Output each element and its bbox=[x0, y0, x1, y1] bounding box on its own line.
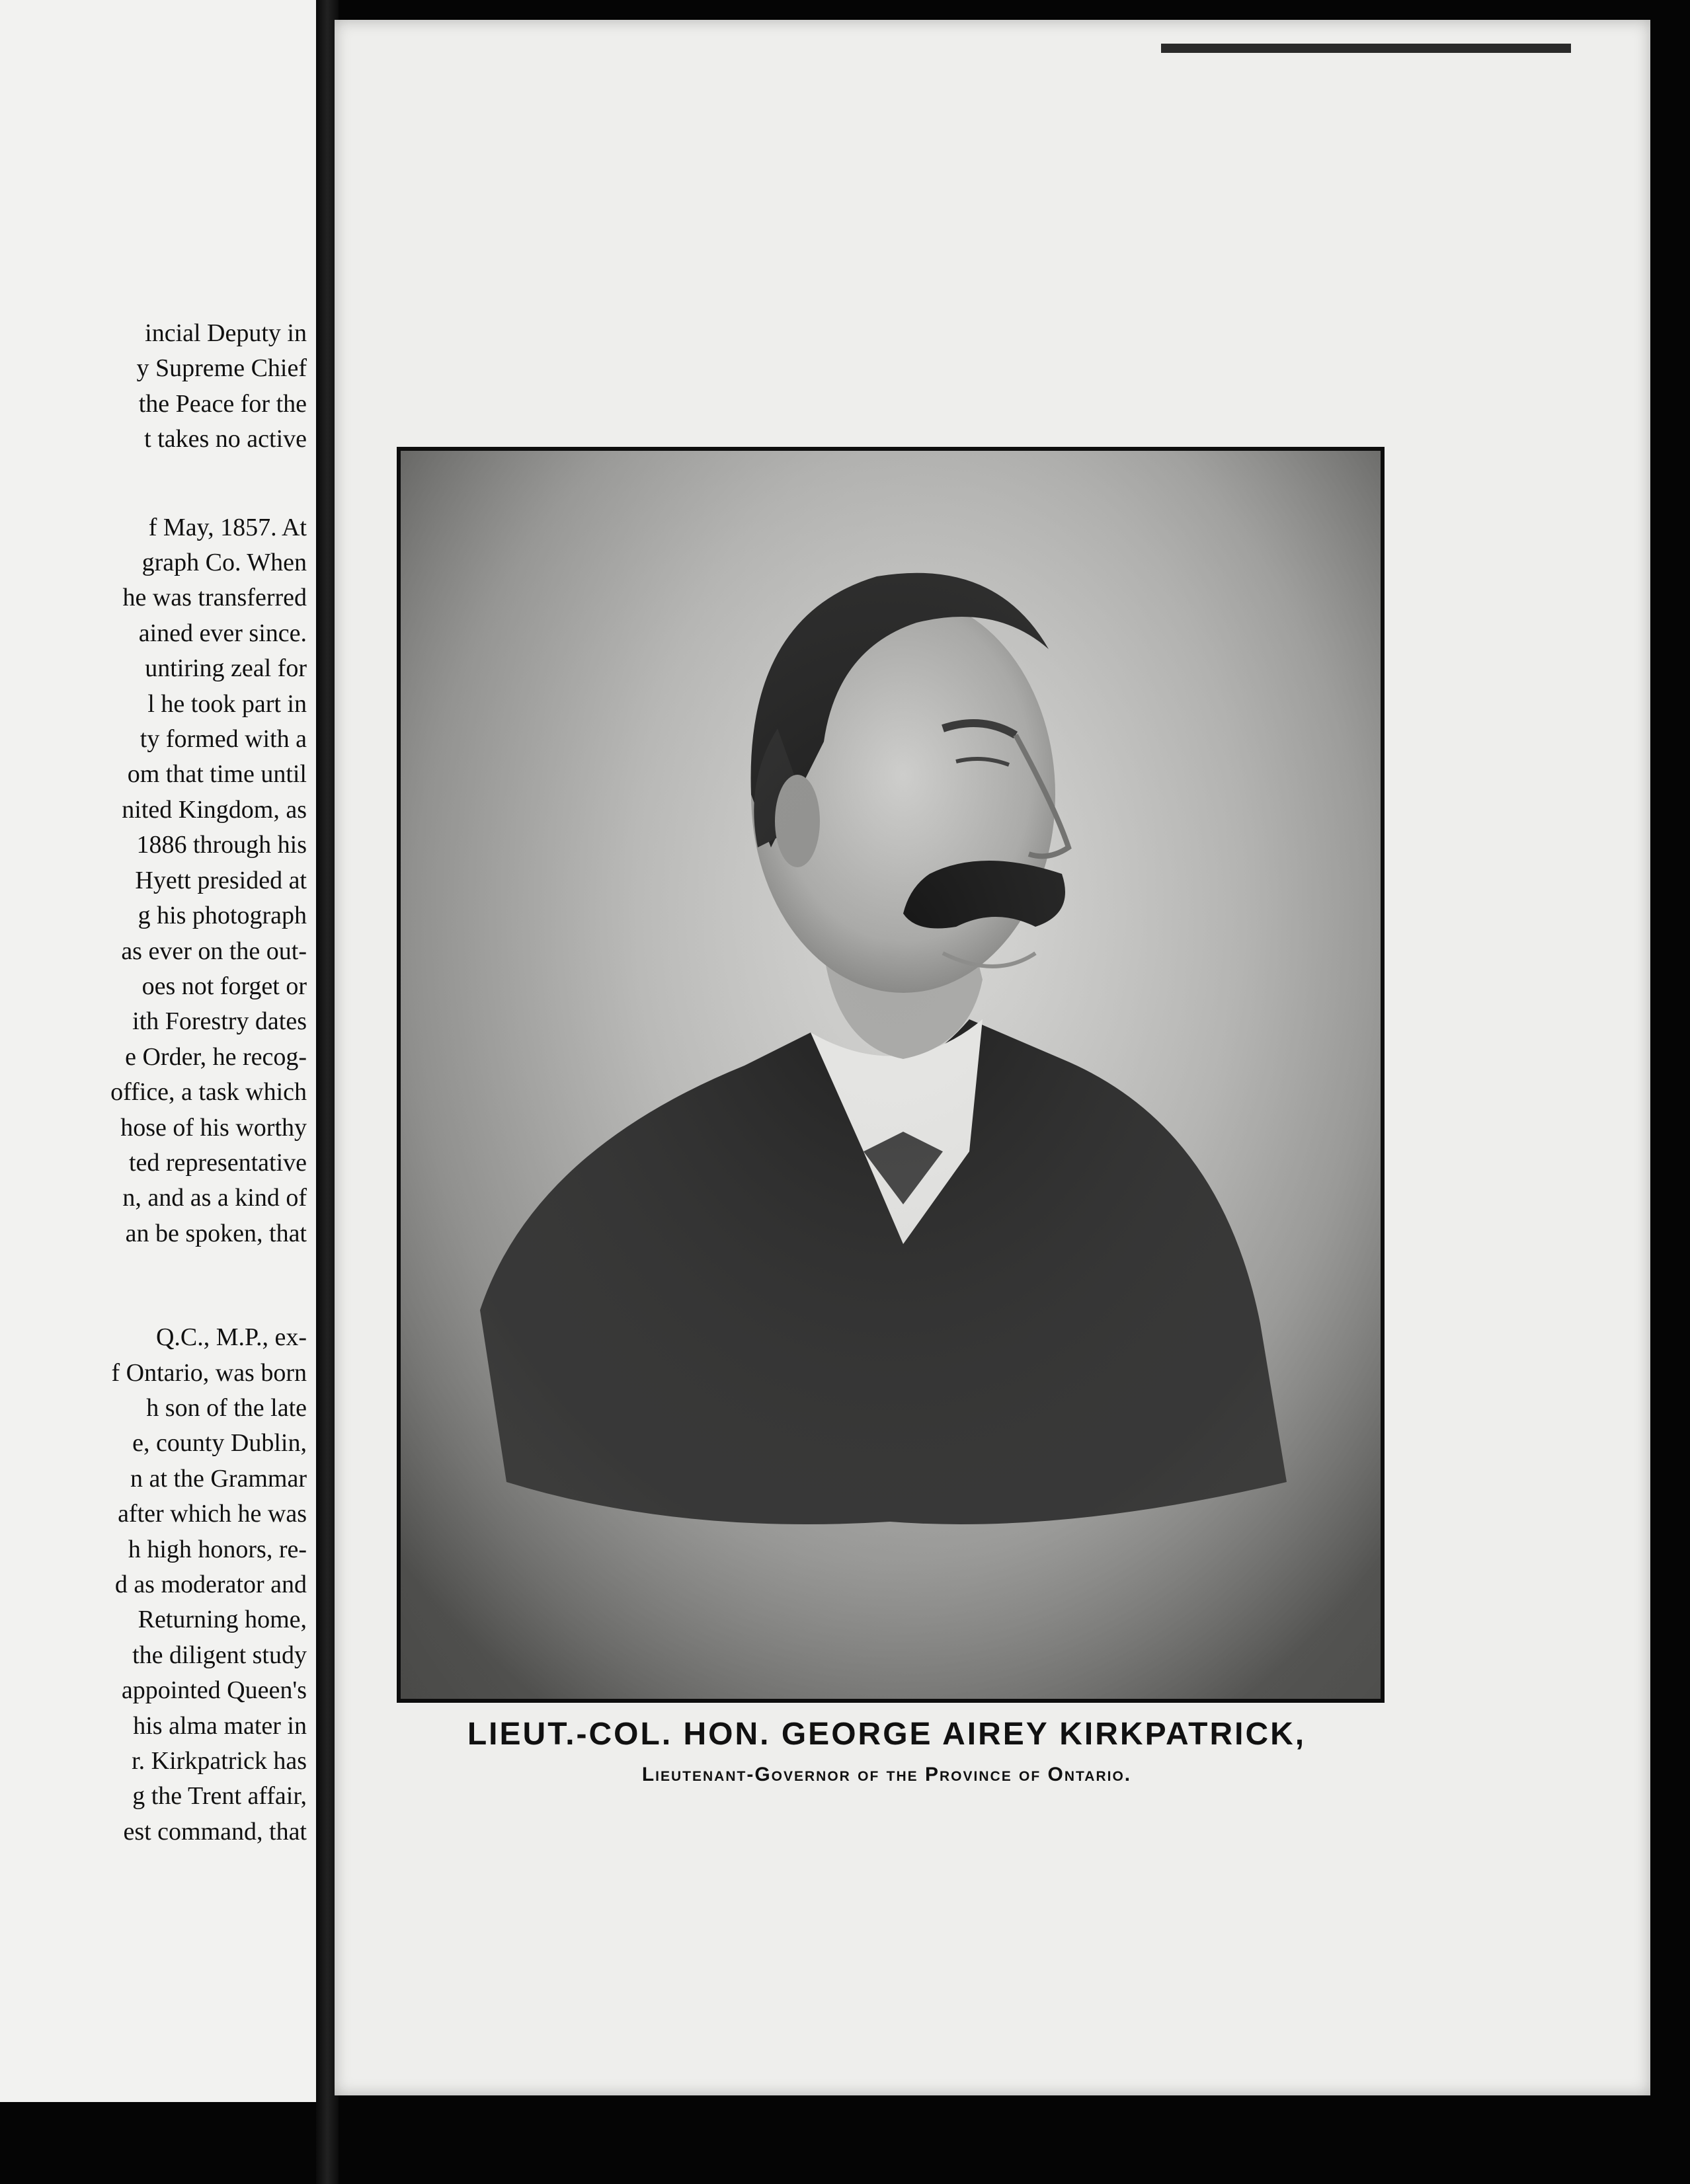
text-line: f May, 1857. At bbox=[148, 513, 307, 541]
text-line: as ever on the out- bbox=[121, 937, 307, 965]
text-line: after which he was bbox=[118, 1500, 307, 1528]
left-page-text bbox=[0, 316, 307, 1850]
top-rule bbox=[1161, 44, 1571, 53]
text-line: Q.C., M.P., ex- bbox=[155, 1323, 307, 1352]
text-line: graph Co. When bbox=[141, 549, 307, 577]
text-line: h high honors, re- bbox=[128, 1535, 307, 1563]
text-line: n at the Grammar bbox=[130, 1464, 307, 1493]
text-line: an be spoken, that bbox=[125, 1219, 307, 1247]
text-line: Hyett presided at bbox=[135, 866, 307, 894]
text-line: d as moderator and bbox=[114, 1571, 307, 1598]
text-line: his alma mater in bbox=[133, 1711, 307, 1740]
caption-title: LIEUT.-COL. HON. GEORGE AIREY KIRKPATRICK, bbox=[467, 1717, 1307, 1752]
text-line: ith Forestry dates bbox=[132, 1007, 307, 1036]
text-line: f Ontario, was born bbox=[111, 1358, 307, 1387]
text-line: the Peace for the bbox=[138, 389, 307, 418]
text-line: untiring zeal for bbox=[145, 654, 307, 683]
paragraph-gap bbox=[0, 1251, 307, 1320]
text-line: ained ever since. bbox=[138, 619, 307, 647]
text-line: t takes no active bbox=[144, 425, 307, 453]
text-line: y Supreme Chief bbox=[136, 354, 307, 383]
text-line: l he took part in bbox=[147, 689, 307, 718]
text-line: est command, that bbox=[123, 1817, 307, 1846]
text-line: r. Kirkpatrick has bbox=[132, 1747, 307, 1775]
text-line: g his photograph bbox=[138, 902, 307, 930]
text-line: n, and as a kind of bbox=[122, 1184, 307, 1212]
text-line: incial Deputy in bbox=[145, 319, 307, 347]
text-line: g the Trent affair, bbox=[132, 1782, 307, 1811]
text-line: 1886 through his bbox=[136, 831, 307, 859]
text-line: nited Kingdom, as bbox=[122, 795, 307, 824]
text-line: hose of his worthy bbox=[120, 1113, 307, 1142]
text-line: ty formed with a bbox=[140, 725, 307, 754]
text-line: he was transferred bbox=[122, 584, 307, 612]
caption-subtitle: Lieutenant-Governor of the Province of Ontario. bbox=[641, 1764, 1132, 1785]
portrait-illustration bbox=[401, 451, 1381, 1699]
text-line: office, a task which bbox=[110, 1078, 307, 1107]
text-line: ted representative bbox=[128, 1148, 307, 1177]
text-line: appointed Queen's bbox=[121, 1676, 307, 1705]
text-line: oes not forget or bbox=[141, 972, 307, 1000]
text-line: e Order, he recog- bbox=[125, 1042, 307, 1071]
text-line: Returning home, bbox=[138, 1606, 307, 1634]
text-line: the diligent study bbox=[132, 1641, 307, 1669]
left-page bbox=[0, 0, 320, 2102]
text-line: e, county Dublin, bbox=[132, 1429, 307, 1458]
portrait-photograph bbox=[397, 447, 1385, 1703]
text-line: h son of the late bbox=[146, 1393, 307, 1422]
text-line: om that time until bbox=[127, 760, 307, 789]
paragraph-gap bbox=[0, 457, 307, 510]
